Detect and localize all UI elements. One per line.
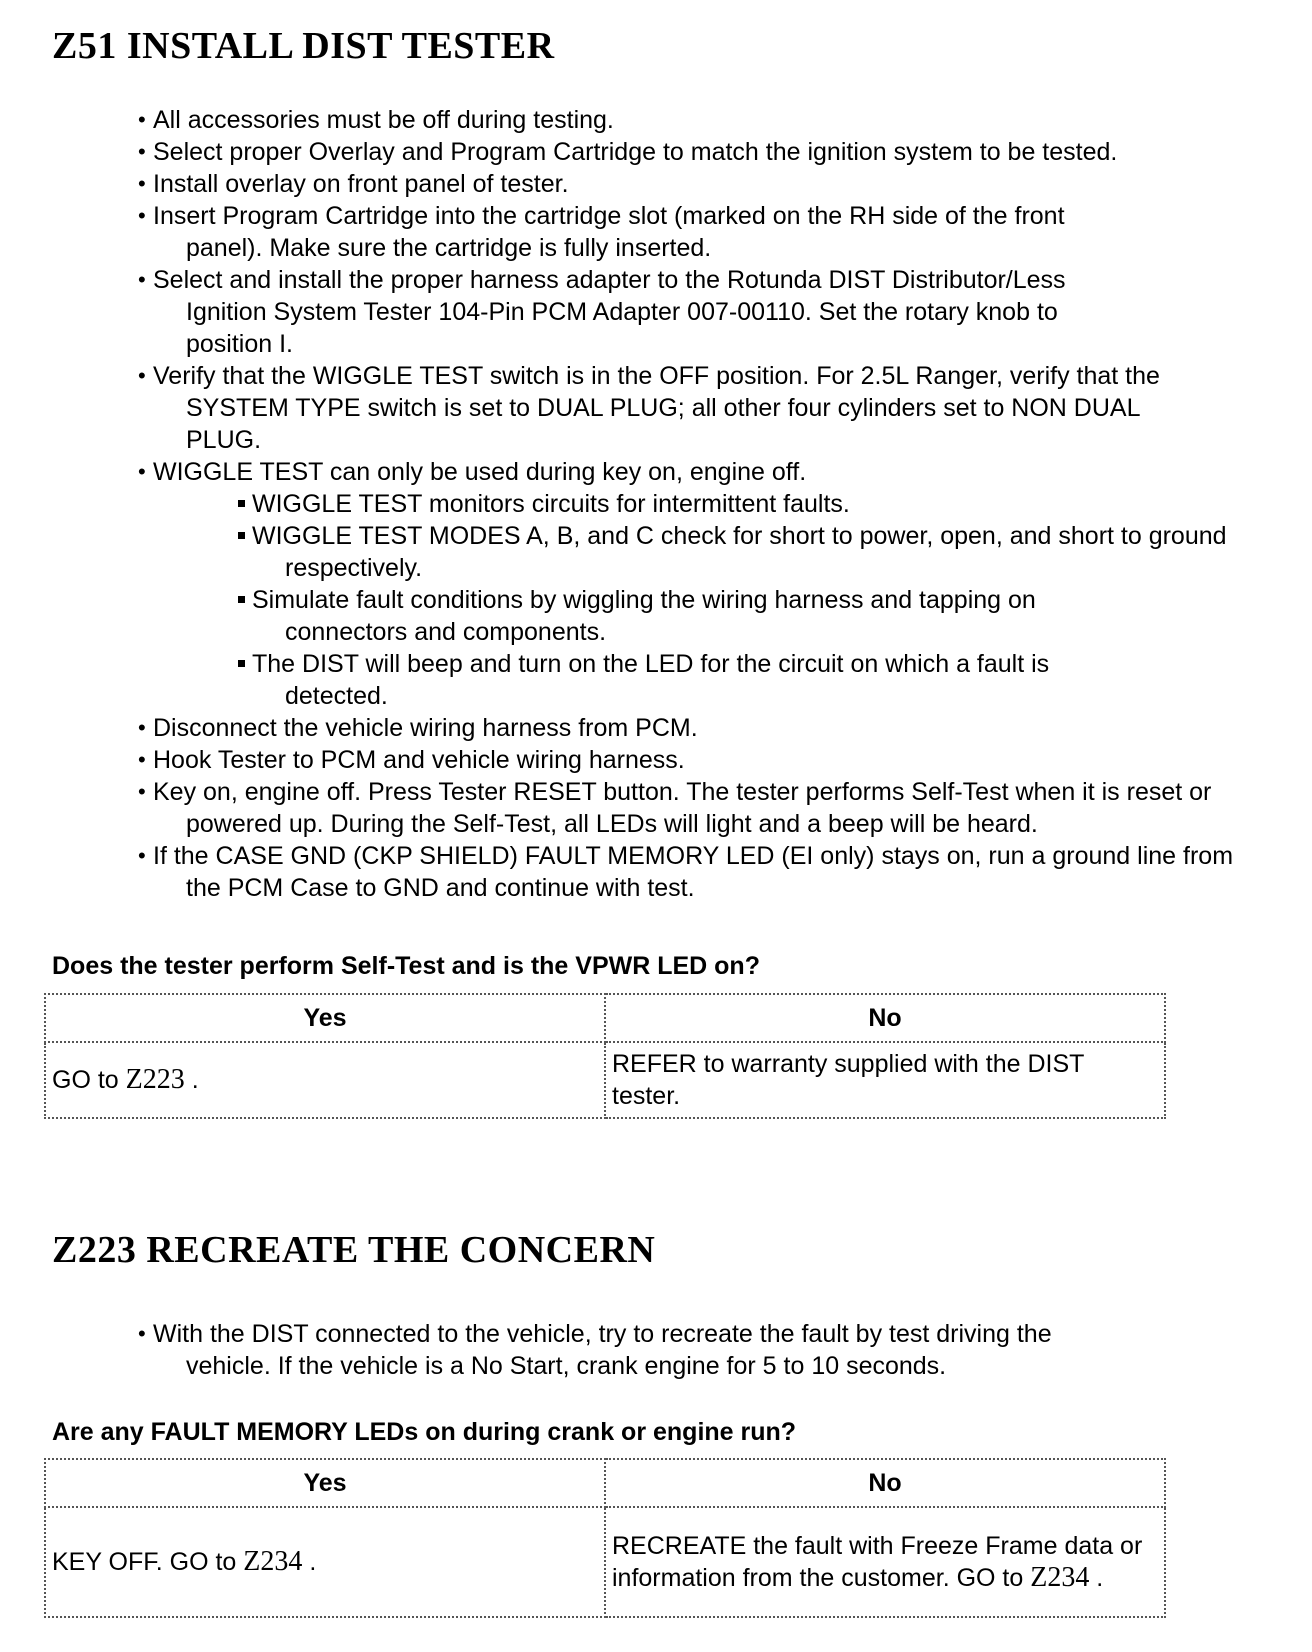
question-z51: Does the tester perform Self-Test and is the VPWR LED on? (52, 952, 760, 980)
yes-header: Yes (45, 1459, 605, 1507)
list-item: • Verify that the WIGGLE TEST switch is in the OFF position. For 2.5L Ranger, verify that the SYSTEM TYPE switch is set to DUAL PLUG; all other four cylinders set to NON DUAL PLUG. (138, 360, 1268, 456)
answer-table-z51 (44, 993, 1166, 1119)
link-z223[interactable]: Z223 (125, 1064, 185, 1095)
list-item: • With the DIST connected to the vehicle, try to recreate the fault by test driving the vehicle. If the vehicle is a No Start, crank engine for 5 to 10 seconds. (138, 1318, 1138, 1382)
link-z234[interactable]: Z234 (243, 1546, 303, 1577)
sub-list-item: The DIST will beep and turn on the LED for the circuit on which a fault is detected. (238, 648, 1268, 712)
sub-list-item: WIGGLE TEST MODES A, B, and C check for short to power, open, and short to ground respectively. (238, 520, 1268, 584)
list-item: • If the CASE GND (CKP SHIELD) FAULT MEMORY LED (EI only) stays on, run a ground line from the PCM Case to GND and continue with test. (138, 840, 1268, 904)
list-item: • All accessories must be off during testing. (138, 104, 1268, 136)
question-z223: Are any FAULT MEMORY LEDs on during crank or engine run? (52, 1418, 797, 1446)
no-cell: REFER to warranty supplied with the DIST tester. (605, 1042, 1165, 1118)
no-header: No (605, 994, 1165, 1042)
link-z234-no[interactable]: Z234 (1030, 1562, 1090, 1593)
answer-table-z223 (44, 1458, 1166, 1618)
list-item: • Key on, engine off. Press Tester RESET button. The tester performs Self-Test when it is reset or powered up. During the Self-Test, all LEDs will light and a beep will be heard. (138, 776, 1268, 840)
list-item: • Disconnect the vehicle wiring harness from PCM. (138, 712, 1268, 744)
section-title-z51: Z51 INSTALL DIST TESTER (52, 25, 555, 67)
z51-steps-list (138, 104, 1268, 904)
sub-list-item: Simulate fault conditions by wiggling the wiring harness and tapping on connectors and components. (238, 584, 1268, 648)
section-title-z223: Z223 RECREATE THE CONCERN (52, 1229, 656, 1271)
yes-header: Yes (45, 994, 605, 1042)
list-item: • Select proper Overlay and Program Cartridge to match the ignition system to be tested. (138, 136, 1268, 168)
no-cell: RECREATE the fault with Freeze Frame data or information from the customer. GO to Z234 . (605, 1507, 1165, 1617)
sub-list-item: WIGGLE TEST monitors circuits for intermittent faults. (238, 488, 1268, 520)
list-item: • Install overlay on front panel of tester. (138, 168, 1268, 200)
yes-cell: KEY OFF. GO to Z234 . (45, 1507, 605, 1617)
z223-steps-list (138, 1318, 1268, 1382)
list-item: • Hook Tester to PCM and vehicle wiring harness. (138, 744, 1268, 776)
no-header: No (605, 1459, 1165, 1507)
list-item: • WIGGLE TEST can only be used during key on, engine off. (138, 456, 1268, 488)
list-item: • Insert Program Cartridge into the cartridge slot (marked on the RH side of the front panel). Make sure the cartridge is fully inserted. (138, 200, 1268, 264)
list-item: • Select and install the proper harness adapter to the Rotunda DIST Distributor/Less Ignition System Tester 104-Pin PCM Adapter 007-00110. Set the rotary knob to position I. (138, 264, 1268, 360)
yes-cell: GO to Z223 . (45, 1042, 605, 1118)
